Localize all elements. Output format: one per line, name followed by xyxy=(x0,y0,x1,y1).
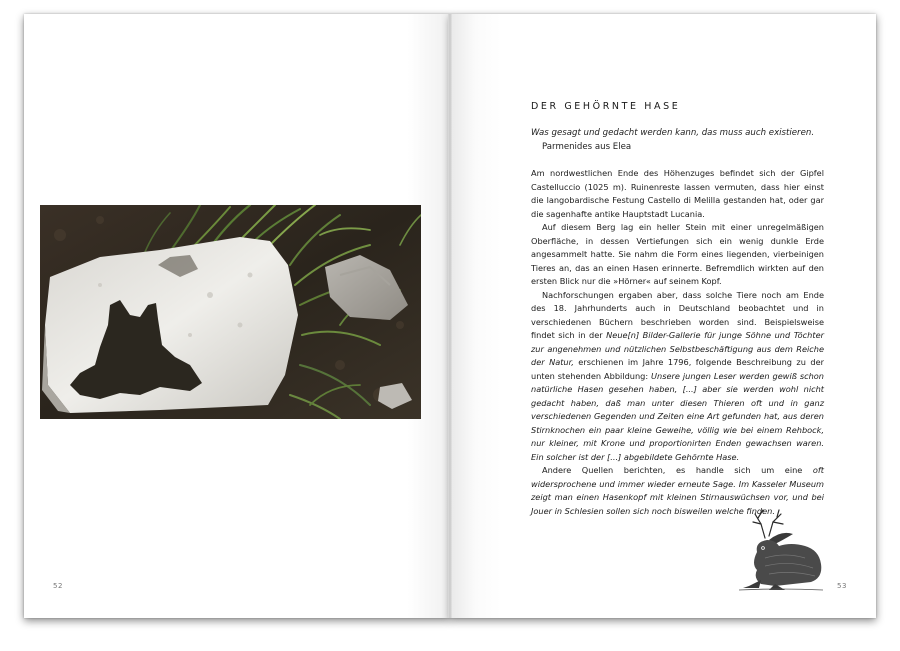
epigraph-quote: Was gesagt und gedacht werden kann, das muss auch existieren. xyxy=(531,128,815,138)
body-paragraph xyxy=(531,167,824,221)
body-paragraph xyxy=(531,289,824,465)
stone-photo xyxy=(40,205,421,419)
italic-quote-text: Unsere jungen Leser werden gewiß schon natürliche Hasen gesehen haben, [...] aber sie werden wohl nicht gedacht haben, daß man unter diesen Thieren oft und in ganz verschiedenen Gegenden und Zeiten eine Art gefunden hat, aus deren Stirnknochen ein paar kleine Geweihe, völlig wie bei einem Rehbock, nur kleiner, mit Krone und proportionirten Enden gewachsen waren. Ein solcher ist der [...] abgebildete Gehörnte Hase. xyxy=(531,370,824,462)
paragraph-text: Nachforschungen ergaben aber, dass solche Tiere noch am Ende des 18. Jahrhunderts auch in Deutschland beobachtet und in verschiedenen Büchern beschrieben worden sind. Beispielsweise findet sich in der xyxy=(531,289,824,340)
stone-on-grass-photo-icon xyxy=(40,205,421,419)
epigraph xyxy=(531,127,851,154)
page-number-left: 52 xyxy=(53,582,63,590)
book-gutter xyxy=(448,14,452,618)
page-number-right: 53 xyxy=(837,582,847,590)
epigraph-author: Parmenides aus Elea xyxy=(542,141,632,152)
body-paragraph xyxy=(531,221,824,289)
body-text xyxy=(531,167,824,518)
chapter-heading: DER GEHÖRNTE HASE xyxy=(531,101,681,112)
horned-hare-illustration xyxy=(735,508,825,592)
italic-quote-text: Neue[n] Bilder-Gallerie für junge Söhne und Töchter zur angenehmen und nützlichen Selbstbeschäftigung aus dem Reiche der Natur, xyxy=(531,330,824,367)
paragraph-text: Am nordwestlichen Ende des Höhenzuges befindet sich der Gipfel Castelluccio (1025 m). Ruinenreste lassen vermuten, dass hier einst die langobardische Festung Castello di Melilla gestanden hat, oder gar die sagenhafte antike Hauptstadt Lucania. xyxy=(531,168,824,219)
paragraph-text: erschienen im Jahre 1796, folgende Beschreibung zu der unten stehenden Abbildung: xyxy=(531,357,824,381)
italic-quote-text: oft widersprochene und immer wieder erneute Sage. Im Kasseler Museum zeigt man einen Hasenkopf mit kleinen Stirnauswüchsen vor, und bei Jouer in Schlesien sollen sich noch bisweilen welche finden. xyxy=(531,465,824,516)
horned-hare-engraving-icon xyxy=(735,508,825,592)
paragraph-text: Andere Quellen berichten, es handle sich um eine xyxy=(542,465,813,475)
paragraph-text: Auf diesem Berg lag ein heller Stein mit einer unregelmäßigen Oberfläche, in dessen Vertiefungen sich ein wenig dunkle Erde angesammelt hatte. Sie nahm die Form eines liegenden, vierbeinigen Tieres an, das an einen Hasen erinnerte. Befremdlich wirkten auf den ersten Blick nur die »Hörner« auf seinem Kopf. xyxy=(531,222,824,286)
